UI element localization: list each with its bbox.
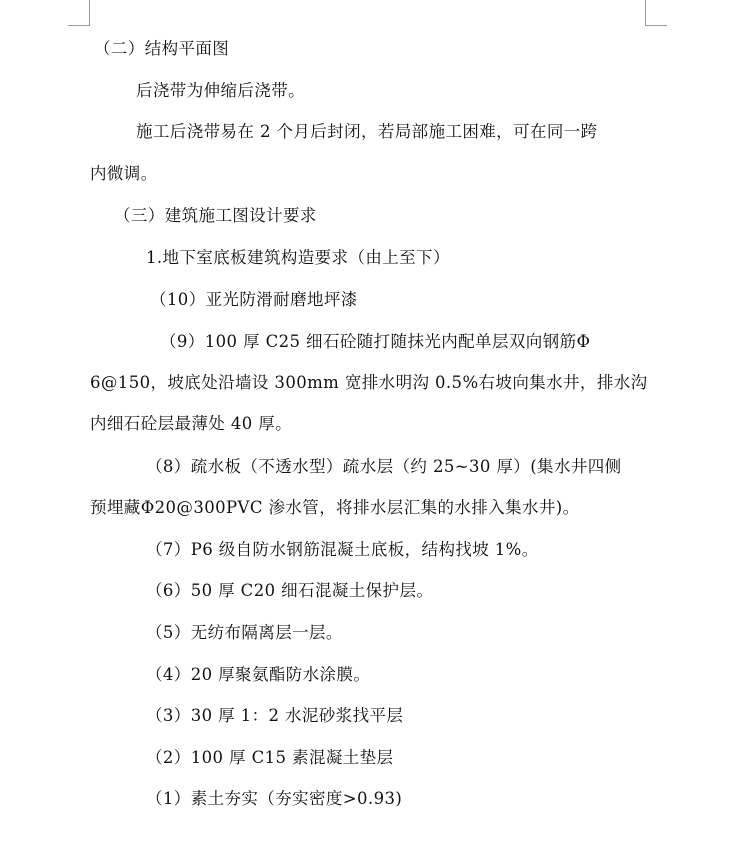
section-heading-architecture-requirements: （三）建筑施工图设计要求: [114, 206, 317, 225]
crop-mark-top-left: [68, 0, 90, 26]
list-item: （10）亚光防滑耐磨地坪漆: [150, 290, 358, 309]
list-item-continuation: 预埋藏Φ20@300PVC 渗水管，将排水层汇集的水排入集水井)。: [90, 498, 580, 517]
paragraph-line: 施工后浇带易在 2 个月后封闭，若局部施工困难，可在同一跨: [136, 122, 598, 141]
list-item: （7）P6 级自防水钢筋混凝土底板，结构找坡 1%。: [146, 540, 539, 559]
list-item: （3）30 厚 1：2 水泥砂浆找平层: [146, 706, 404, 725]
list-item-continuation: 6@150，坡底处沿墙设 300mm 宽排水明沟 0.5%右坡向集水井，排水沟: [90, 373, 648, 392]
list-item: （8）疏水板（不透水型）疏水层（约 25~30 厚）(集水井四侧: [146, 457, 622, 476]
list-item: （4）20 厚聚氨酯防水涂膜。: [146, 665, 371, 684]
crop-mark-top-right: [645, 0, 667, 26]
list-item: （5）无纺布隔离层一层。: [146, 623, 343, 642]
section-heading-structure-plan: （二）结构平面图: [94, 39, 230, 58]
list-item: （6）50 厚 C20 细石混凝土保护层。: [146, 581, 434, 600]
list-item-continuation: 内细石砼层最薄处 40 厚。: [90, 414, 293, 433]
subsection-heading: 1.地下室底板建筑构造要求（由上至下）: [146, 248, 450, 267]
paragraph-line: 内微调。: [90, 164, 158, 183]
list-item: （9）100 厚 C25 细石砼随打随抹光内配单层双向钢筋Φ: [160, 332, 591, 351]
list-item: （2）100 厚 C15 素混凝土垫层: [146, 748, 394, 767]
paragraph-line: 后浇带为伸缩后浇带。: [136, 81, 305, 100]
list-item: （1）素土夯实（夯实密度>0.93): [146, 789, 403, 808]
